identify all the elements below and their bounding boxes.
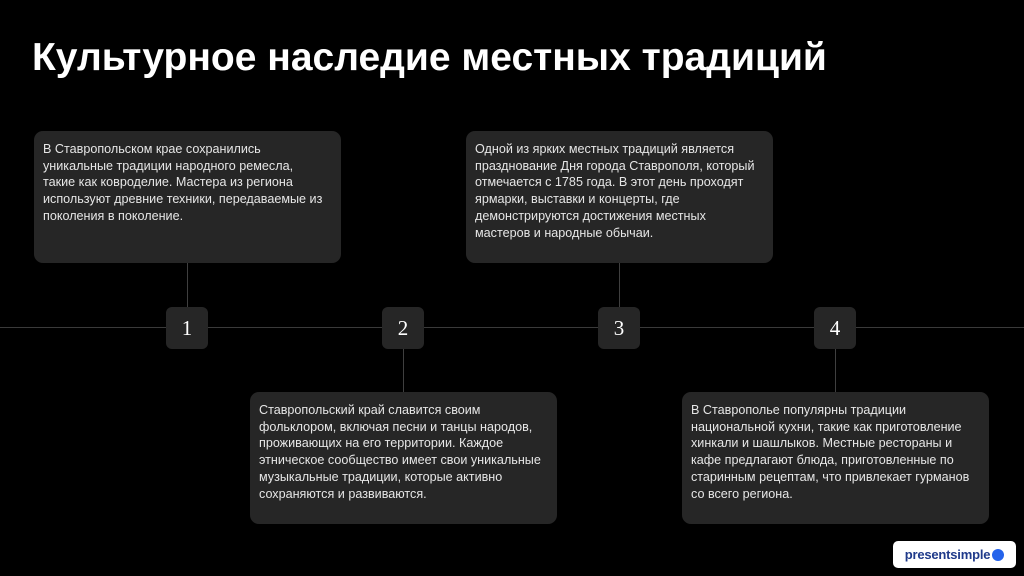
timeline-card-4: В Ставрополье популярны традиции национальной кухни, такие как приготовление хинкали и шашлыков. Местные рестораны и кафе предлагают блюда, приготовленные по старинным рецептам, что привлекает гурманов со всего региона. xyxy=(682,392,989,524)
logo-text: presentsimple xyxy=(904,547,991,562)
timeline-marker-4: 4 xyxy=(814,307,856,349)
timeline-marker-3: 3 xyxy=(598,307,640,349)
timeline-marker-1: 1 xyxy=(166,307,208,349)
logo-dot-icon xyxy=(992,549,1004,561)
timeline-connector-4 xyxy=(835,349,836,392)
timeline-connector-3 xyxy=(619,262,620,307)
timeline-card-1: В Ставропольском крае сохранились уникальные традиции народного ремесла, такие как ковроделие. Мастера из региона используют древние техники, передаваемые из поколения в поколение. xyxy=(34,131,341,263)
timeline-card-3: Одной из ярких местных традиций является празднование Дня города Ставрополя, который отмечается с 1785 года. В этот день проходят ярмарки, выставки и концерты, где демонстрируются достижения местных мастеров и народные обычаи. xyxy=(466,131,773,263)
presentsimple-logo[interactable] xyxy=(893,541,1016,568)
timeline-card-2: Ставропольский край славится своим фольклором, включая песни и танцы народов, проживающих на его территории. Каждое этническое сообщество имеет свои уникальные музыкальные традиции, которые активно сохраняются и развиваются. xyxy=(250,392,557,524)
timeline-axis xyxy=(0,327,1024,328)
timeline-connector-2 xyxy=(403,349,404,392)
timeline-marker-2: 2 xyxy=(382,307,424,349)
timeline-connector-1 xyxy=(187,262,188,307)
slide-title: Культурное наследие местных традиций xyxy=(32,36,827,79)
